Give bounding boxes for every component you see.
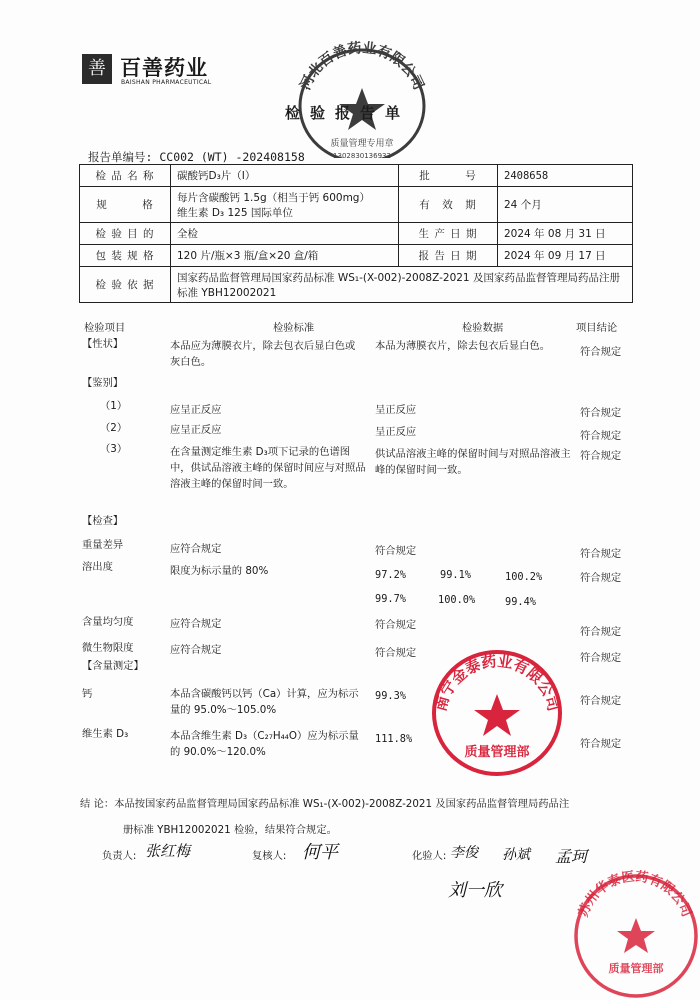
validity-value: 24 个月 [498,187,633,223]
calcium-data: 99.3% [375,690,406,702]
dissolution-value-2: 99.1% [440,569,471,581]
svg-text:1302830136932: 1302830136932 [333,152,391,158]
weight-standard: 应符合规定 [170,543,222,555]
header-conclusion: 项目结论 [576,322,618,334]
appearance-standard: 本品应为薄膜衣片，除去包衣后显白色或灰白色。 [170,340,356,368]
svg-text:南宁金泰药业有限公司: 南宁金泰药业有限公司 [431,652,563,714]
top-quality-seal [262,28,462,158]
reviewer-label: 复核人: [252,850,287,862]
purpose-value: 全检 [171,223,399,245]
prod-date-value: 2024 年 08 月 31 日 [498,223,633,245]
svg-text:质量管理部: 质量管理部 [608,962,664,975]
ident-2-data: 呈正反应 [375,426,417,438]
spec-value: 每片含碳酸钙 1.5g（相当于钙 600mg） 维生素 D₃ 125 国际单位 [171,187,399,223]
report-date-label: 报 告 日 期 [399,245,498,267]
section-appearance: 【性状】 [82,338,124,350]
appearance-data: 本品为薄膜衣片，除去包衣后显白色。 [375,340,551,352]
pack-value: 120 片/瓶×3 瓶/盒×20 盒/箱 [171,245,399,267]
mid-quality-seal [428,646,566,780]
dissolution-conclusion: 符合规定 [580,572,622,584]
verdict-line-1: 结 论：本品按国家药品监督管理局国家药品标准 WS₁-(X-002)-2008Z-2021 及国家药品监督管理局药品注 [80,798,570,810]
ident-3-conclusion: 符合规定 [580,450,622,462]
uniformity-conclusion: 符合规定 [580,626,622,638]
microbial-conclusion: 符合规定 [580,652,622,664]
dissolution-item: 溶出度 [82,561,113,573]
validity-label: 有 效 期 [399,187,498,223]
vitd-data: 111.8% [375,733,413,745]
header-standard: 检验标准 [273,322,315,334]
pack-label: 包 装 规 格 [80,245,171,267]
dissolution-value-3: 100.2% [505,571,543,583]
ident-2-conclusion: 符合规定 [580,430,622,442]
weight-item: 重量差异 [82,539,124,551]
section-assay: 【含量测定】 [82,660,144,672]
calcium-conclusion: 符合规定 [580,695,622,707]
document-title: 检验报告单 [285,104,411,122]
responsible-label: 负责人: [102,850,137,862]
uniformity-item: 含量均匀度 [82,616,134,628]
ident-1-no: （1） [100,400,128,412]
ident-3-data: 供试品溶液主峰的保留时间与对照品溶液主峰的保留时间一致。 [375,448,571,476]
company-logo: 善 [82,54,112,84]
vitd-standard: 本品含维生素 D₃（C₂₇H₄₄O）应为标示量的 90.0%～120.0% [170,730,359,758]
calcium-item: 钙 [82,688,93,700]
vitd-item: 维生素 D₃ [82,728,129,740]
svg-text:质量管理部: 质量管理部 [464,745,530,760]
ident-3-no: （3） [100,443,128,455]
ident-1-data: 呈正反应 [375,404,417,416]
tester-signature-2: 孙斌 [502,847,530,863]
brand-name: 百善药业 [120,56,208,80]
vitd-conclusion: 符合规定 [580,738,622,750]
ident-1-standard: 应呈正反应 [170,404,222,416]
section-identification: 【鉴别】 [82,377,124,389]
batch-label: 批 号 [399,165,498,187]
weight-conclusion: 符合规定 [580,548,622,560]
ident-2-standard: 应呈正反应 [170,424,222,436]
microbial-standard: 应符合规定 [170,644,222,656]
appearance-conclusion: 符合规定 [580,346,622,358]
spec-label: 规 格 [80,187,171,223]
header-item: 检验项目 [84,322,126,334]
reviewer-signature: 何平 [302,842,338,863]
svg-text:河北百善药业有限公司: 河北百善药业有限公司 [297,40,427,93]
header-data: 检验数据 [462,322,504,334]
batch-value: 2408658 [498,165,633,187]
tester-signature-1: 李俊 [450,845,478,861]
dissolution-value-1: 97.2% [375,569,406,581]
dissolution-standard: 限度为标示量的 80% [170,565,269,577]
basis-value: 国家药品监督管理局国家药品标准 WS₁-(X-002)-2008Z-2021 及国家药品监督管理局药品注册标准 YBH12002021 [171,267,633,303]
microbial-data: 符合规定 [375,647,417,659]
ident-2-no: （2） [100,422,128,434]
verdict-line-2: 册标准 YBH12002021 检验，结果符合规定。 [123,824,337,836]
basis-label: 检 验 依 据 [80,267,171,303]
purpose-label: 检 验 目 的 [80,223,171,245]
uniformity-standard: 应符合规定 [170,618,222,630]
tester-signature-4: 刘一欣 [448,880,502,901]
responsible-signature: 张红梅 [145,842,191,860]
uniformity-data: 符合规定 [375,619,417,631]
report-number: 报告单编号: CC002 (WT) -202408158 [88,150,305,164]
tester-label: 化验人: [412,850,447,862]
report-date-value: 2024 年 09 月 17 日 [498,245,633,267]
calcium-standard: 本品含碳酸钙以钙（Ca）计算，应为标示量的 95.0%～105.0% [170,688,359,716]
microbial-item: 微生物限度 [82,642,134,654]
svg-text:苏州华泰医药有限公司: 苏州华泰医药有限公司 [576,869,694,920]
ident-1-conclusion: 符合规定 [580,407,622,419]
dissolution-value-5: 100.0% [438,594,476,606]
ident-3-standard: 在含量测定维生素 D₃项下记录的色谱图中，供试品溶液主峰的保留时间应与对照品溶液主峰的保留时间一致。 [170,446,366,490]
product-label: 检 品 名 称 [80,165,171,187]
prod-date-label: 生 产 日 期 [399,223,498,245]
product-value: 碳酸钙D₃片（I） [171,165,399,187]
section-inspection: 【检查】 [82,515,124,527]
weight-data: 符合规定 [375,545,417,557]
svg-text:质量管理专用章: 质量管理专用章 [330,139,394,149]
dissolution-value-6: 99.4% [505,596,536,608]
dissolution-value-4: 99.7% [375,593,406,605]
bottom-quality-seal [570,868,700,1000]
tester-signature-3: 孟珂 [555,847,588,866]
info-table [79,164,633,303]
brand-name-en: BAISHAN PHARMACEUTICAL [121,79,212,86]
